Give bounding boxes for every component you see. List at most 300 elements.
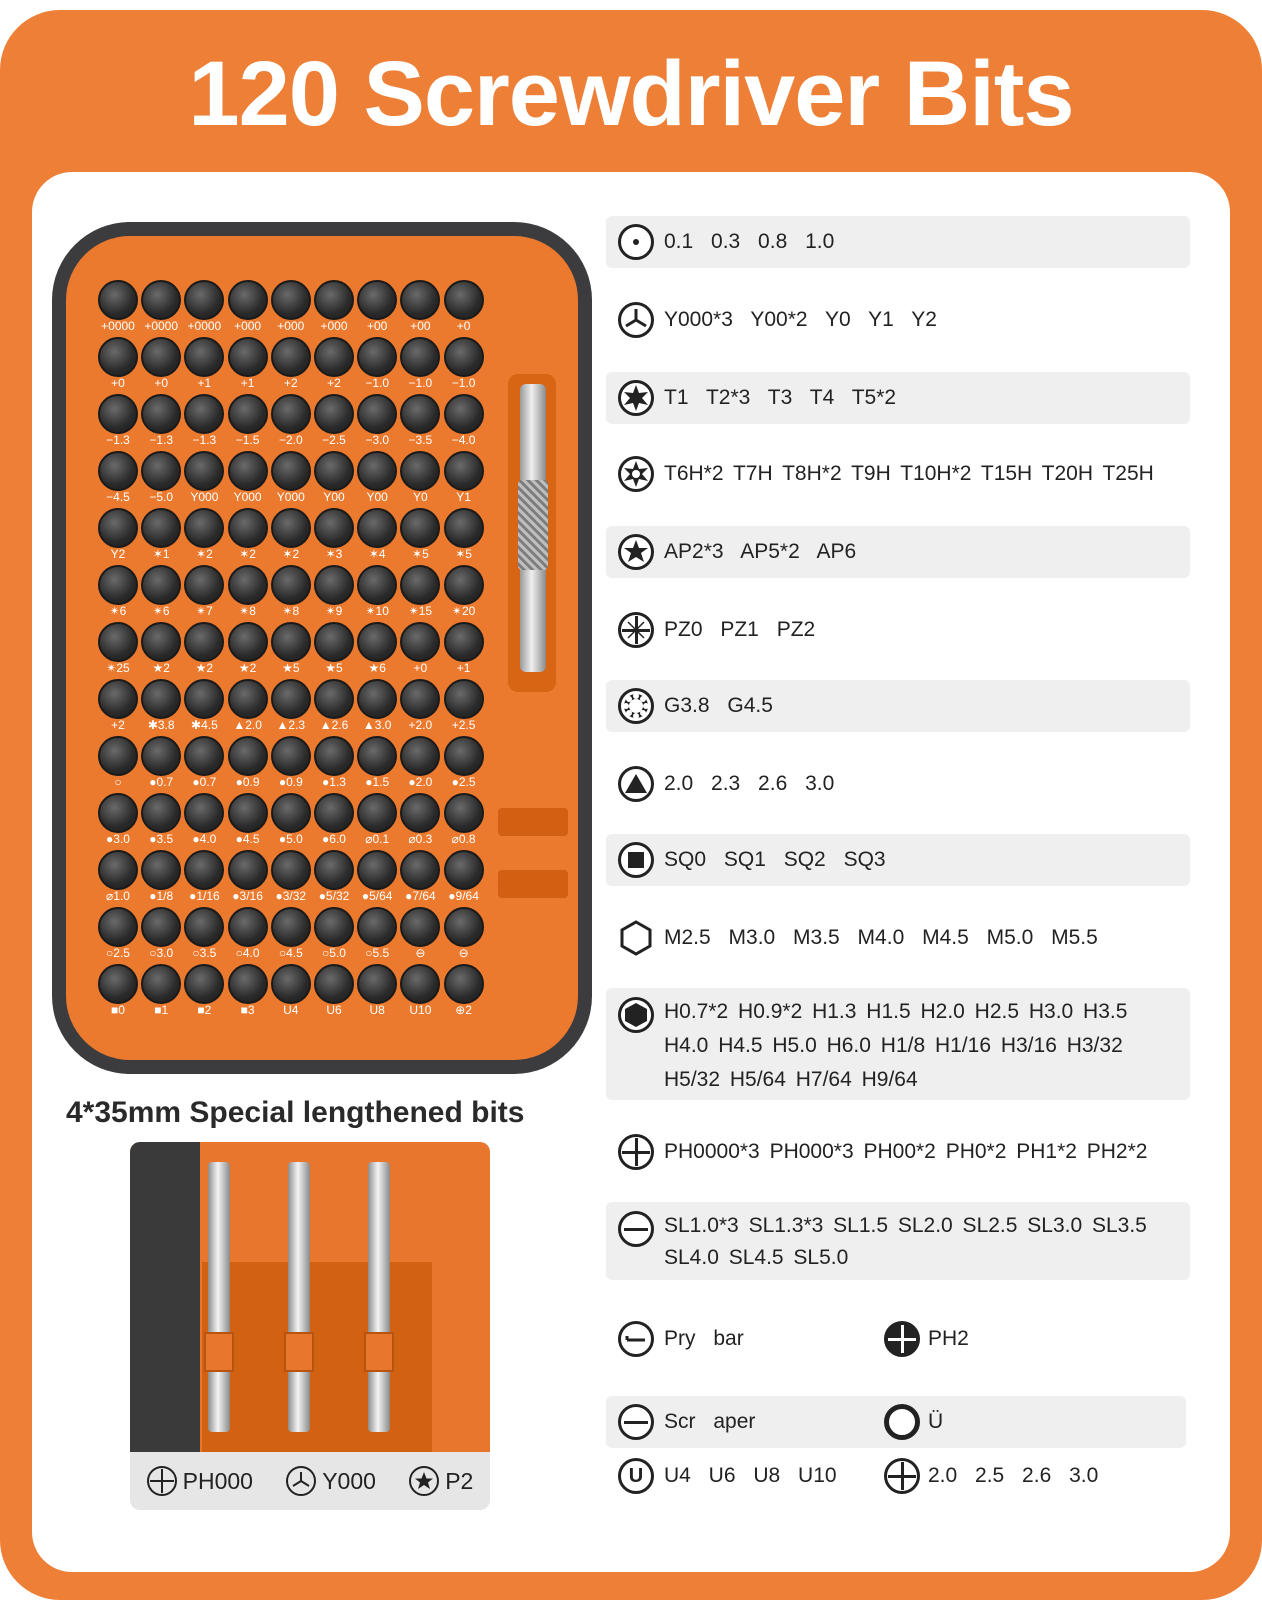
bit-label: −1.0 [365, 376, 390, 390]
bit-label: ▲2.0 [233, 718, 262, 732]
row-icon [618, 1404, 654, 1440]
bit [314, 337, 354, 377]
bit-type-row [606, 834, 1190, 886]
row-icon [618, 688, 654, 724]
pozidriv-icon [618, 612, 654, 648]
bit [400, 850, 440, 890]
row-icon [618, 766, 654, 802]
bit [314, 850, 354, 890]
bit [444, 451, 484, 491]
bit [184, 850, 224, 890]
bit-label: ○4.5 [278, 946, 303, 960]
bit-label: ✴8 [239, 604, 256, 618]
bit [98, 394, 138, 434]
bit-label: ▲3.0 [362, 718, 392, 732]
row-icon [884, 1404, 920, 1440]
bit [184, 280, 224, 320]
bit [141, 736, 181, 776]
bit-label: ✴9 [325, 604, 343, 618]
row-text: M2.5 M3.0 M3.5 M4.0 M4.5 M5.0 M5.5 [664, 926, 1098, 949]
bit [400, 793, 440, 833]
bit-label: ■2 [197, 1003, 212, 1017]
bit-label: +2.0 [408, 718, 433, 732]
row-icon [618, 612, 654, 648]
bit [271, 451, 311, 491]
bit [228, 451, 268, 491]
bit [228, 394, 268, 434]
triangle-icon [618, 766, 654, 802]
bit-label: −3.5 [408, 433, 433, 447]
bit-label: −4.5 [106, 490, 130, 504]
bit-label: ●3/16 [232, 889, 263, 903]
bit-label: ■0 [111, 1003, 125, 1017]
bit [271, 793, 311, 833]
bit-label: ●5.0 [278, 832, 303, 846]
bit [271, 394, 311, 434]
bit-label: ⌀0.3 [408, 832, 433, 846]
pry-bar-icon [618, 1321, 654, 1357]
bit [271, 736, 311, 776]
bit [141, 565, 181, 605]
bit [357, 679, 397, 719]
bit [444, 394, 484, 434]
bit-label: −1.3 [149, 433, 174, 447]
bit [98, 907, 138, 947]
row-text: Scr aper [664, 1410, 756, 1433]
bit [444, 736, 484, 776]
bit-label: ⌀1.0 [106, 889, 130, 903]
bit [184, 907, 224, 947]
bit-label: −4.0 [451, 433, 476, 447]
bit-type-row [606, 448, 1190, 500]
bit-label: ▲2.3 [276, 718, 306, 732]
bit-label: −2.5 [322, 433, 346, 447]
bit-label: ●0.7 [149, 775, 174, 789]
bit-label: ✴20 [451, 604, 476, 618]
bit-label: ✴25 [106, 661, 130, 675]
bit [314, 964, 354, 1004]
bit-label: Y1 [456, 490, 471, 504]
side-slot [498, 870, 568, 898]
bit-type-row [606, 526, 1190, 578]
bit-label: ○3.0 [149, 946, 174, 960]
bit-type-row [606, 1126, 1190, 1178]
row-icon [884, 1458, 920, 1494]
bit-label: Y00 [366, 490, 388, 504]
cross-icon [884, 1458, 920, 1494]
bit-label: ○5.0 [322, 946, 346, 960]
bit [357, 793, 397, 833]
bit-label: ★2 [238, 661, 257, 675]
bit-label: +000 [320, 319, 348, 333]
bit-label: ●0.9 [235, 775, 260, 789]
row-icon [618, 1321, 654, 1357]
bit-label: +2 [111, 718, 125, 732]
bit-label: ●4.0 [192, 832, 217, 846]
special-item [409, 1466, 473, 1496]
row-text: Y000*3 Y00*2 Y0 Y1 Y2 [664, 308, 937, 331]
bit-label: +2 [283, 376, 298, 390]
bit [271, 907, 311, 947]
bit-label: +0 [154, 376, 169, 390]
row-icon [618, 842, 654, 878]
bit-type-row [606, 216, 1190, 268]
bit-label: ✶5 [455, 547, 472, 561]
bit [141, 850, 181, 890]
bit-type-row [606, 1202, 1190, 1280]
bit [444, 793, 484, 833]
bit [228, 850, 268, 890]
bit-label: ✶5 [412, 547, 429, 561]
bit-grid [92, 280, 492, 1040]
bit-label: ⌀0.1 [365, 832, 390, 846]
bit [444, 850, 484, 890]
bit [357, 964, 397, 1004]
bit-label: ✴15 [408, 604, 433, 618]
bit-label: ⊕2 [455, 1003, 472, 1017]
bit [184, 964, 224, 1004]
bit-label: ●9/64 [448, 889, 479, 903]
row-text: SL4.0 SL4.5 SL5.0 [664, 1246, 849, 1269]
bit-label: +0000 [101, 319, 135, 333]
row-text: 0.1 0.3 0.8 1.0 [664, 230, 835, 253]
row-text: G3.8 G4.5 [664, 694, 773, 717]
special-item [286, 1466, 376, 1496]
bit-type-row [606, 988, 1190, 1100]
bit-label: ★5 [325, 661, 343, 675]
bit [98, 565, 138, 605]
bit-label: ●3.5 [149, 832, 174, 846]
bit [271, 622, 311, 662]
row-text: 2.0 2.3 2.6 3.0 [664, 772, 835, 795]
row-text: PH0000*3 PH000*3 PH00*2 PH0*2 PH1*2 PH2*2 [664, 1140, 1148, 1163]
bit [400, 280, 440, 320]
bit [271, 565, 311, 605]
bit [271, 337, 311, 377]
bit-label: ●3/32 [275, 889, 307, 903]
bit [444, 565, 484, 605]
bit-label: +0000 [144, 319, 179, 333]
bit [184, 622, 224, 662]
square-icon [618, 842, 654, 878]
bit-label: ⌀0.8 [451, 832, 476, 846]
bit [357, 565, 397, 605]
row-text: H5/32 H5/64 H7/64 H9/64 [664, 1068, 918, 1091]
dot-icon [618, 224, 654, 260]
bit [314, 451, 354, 491]
row-icon [618, 224, 654, 260]
phillips-icon [147, 1466, 177, 1496]
bit-label: +000 [234, 319, 262, 333]
bit-label: ●1/16 [189, 889, 220, 903]
bit [98, 280, 138, 320]
bit [141, 622, 181, 662]
hex-socket-icon [618, 920, 654, 956]
extension-rod-grip [518, 480, 548, 570]
torx-icon [618, 380, 654, 416]
bit-label: +2.5 [451, 718, 476, 732]
bit [184, 793, 224, 833]
bit-label: +1 [197, 376, 212, 390]
bit-type-row [606, 680, 1190, 732]
special-item [147, 1466, 253, 1496]
bit [184, 679, 224, 719]
bit-label: ●1.3 [322, 775, 346, 789]
bit-label: −1.0 [408, 376, 433, 390]
bit [357, 736, 397, 776]
bit-type-row [606, 912, 1190, 964]
bit [400, 394, 440, 434]
bit-label: ○5.5 [365, 946, 390, 960]
bit [184, 508, 224, 548]
bit-label: U4 [283, 1003, 299, 1017]
bit-label: ○4.0 [235, 946, 260, 960]
bit [271, 679, 311, 719]
bit [314, 280, 354, 320]
scraper-icon [618, 1404, 654, 1440]
bit-label: ○ [114, 775, 122, 789]
bit [400, 337, 440, 377]
bit-label: ✴6 [152, 604, 170, 618]
bit [228, 679, 268, 719]
bit-label: Y2 [110, 547, 126, 561]
bit-type-row [606, 604, 1190, 656]
row-icon [618, 380, 654, 416]
bit [98, 622, 138, 662]
bit [184, 451, 224, 491]
bit [228, 565, 268, 605]
bit-label: +2 [327, 376, 341, 390]
row-icon [618, 1458, 654, 1494]
bit-label: −2.0 [278, 433, 303, 447]
bit [98, 679, 138, 719]
bit [357, 907, 397, 947]
bit [314, 622, 354, 662]
bit [141, 907, 181, 947]
bit [141, 964, 181, 1004]
bit-pair-row [606, 1452, 1190, 1500]
bit [228, 622, 268, 662]
bit [141, 280, 181, 320]
bit-label: −1.5 [235, 433, 260, 447]
bit [357, 622, 397, 662]
bit [400, 679, 440, 719]
bit-label: ★2 [195, 661, 214, 675]
bit [400, 451, 440, 491]
bit-label: ■1 [154, 1003, 169, 1017]
bit [184, 337, 224, 377]
bit [184, 565, 224, 605]
bit [98, 451, 138, 491]
bit-label: ★6 [368, 661, 386, 675]
bit [228, 736, 268, 776]
page-title: 120 Screwdriver Bits [188, 43, 1074, 145]
bit [400, 508, 440, 548]
row-text: U4 U6 U8 U10 [664, 1464, 837, 1487]
bit [141, 508, 181, 548]
bit [98, 964, 138, 1004]
bit-label: −1.0 [451, 376, 476, 390]
bit-label: ✱4.5 [191, 718, 218, 732]
bit-label: ●0.7 [192, 775, 217, 789]
bit-label: ✶2 [239, 547, 256, 561]
special-bits-title: 4*35mm Special lengthened bits [66, 1096, 525, 1129]
bit [141, 337, 181, 377]
bit [228, 907, 268, 947]
bit-label: ✶2 [196, 547, 213, 561]
bit [98, 736, 138, 776]
bit-label: ✱3.8 [147, 718, 175, 732]
bit-label: ●6.0 [322, 832, 346, 846]
row-text: T1 T2*3 T3 T4 T5*2 [664, 386, 897, 409]
bit [228, 964, 268, 1004]
bit [400, 565, 440, 605]
bit-label: −1.3 [192, 433, 217, 447]
bit-label: ○2.5 [106, 946, 130, 960]
row-icon [618, 1134, 654, 1170]
side-slot [498, 808, 568, 836]
bit-label: ▲2.6 [319, 718, 349, 732]
bit [271, 280, 311, 320]
special-label: Y000 [322, 1467, 376, 1494]
row-text: SQ0 SQ1 SQ2 SQ3 [664, 848, 886, 871]
bit [357, 337, 397, 377]
bit-label: +00 [410, 319, 431, 333]
bit-label: U8 [369, 1003, 385, 1017]
bit [271, 508, 311, 548]
bit [184, 736, 224, 776]
row-icon [618, 1211, 654, 1247]
bit-label: +0 [111, 376, 125, 390]
bit [400, 622, 440, 662]
bit [141, 394, 181, 434]
bit [141, 451, 181, 491]
bit [444, 280, 484, 320]
bit-label: Y000 [190, 490, 219, 504]
bit [314, 679, 354, 719]
bit-label: +1 [240, 376, 255, 390]
special-bits-photo [130, 1142, 490, 1452]
special-label: PH000 [182, 1467, 253, 1494]
row-icon [618, 456, 654, 492]
bit [98, 793, 138, 833]
bit [314, 736, 354, 776]
bit-label: ●7/64 [405, 889, 436, 903]
bit-label: ✴10 [365, 604, 389, 618]
pentalobe-star-icon [618, 534, 654, 570]
bit-label: ●4.5 [235, 832, 260, 846]
bit-label: ●5/32 [318, 889, 350, 903]
bit-label: ✶3 [325, 547, 343, 561]
bit-label: +00 [367, 319, 388, 333]
bit-label: ●2.0 [408, 775, 433, 789]
row-icon [618, 302, 654, 338]
bit-label: −5.0 [149, 490, 174, 504]
bit [314, 793, 354, 833]
phillips-filled-icon [884, 1321, 920, 1357]
bit [400, 736, 440, 776]
bit-label: −3.0 [365, 433, 390, 447]
bit-label: ●3.0 [106, 832, 130, 846]
bit [400, 964, 440, 1004]
bit-label: −1.3 [106, 433, 130, 447]
bit [314, 508, 354, 548]
bit-label: ●1.5 [365, 775, 390, 789]
bit-label: ✴6 [109, 604, 127, 618]
bit-label: ⊖ [458, 946, 469, 960]
row-text: T6H*2 T7H T8H*2 T9H T10H*2 T15H T20H T25H [664, 462, 1154, 485]
bit-label: Y0 [413, 490, 428, 504]
bit [314, 565, 354, 605]
row-text: SL1.0*3 SL1.3*3 SL1.5 SL2.0 SL2.5 SL3.0 SL3.5 [664, 1214, 1147, 1237]
row-text: PZ0 PZ1 PZ2 [664, 618, 816, 641]
bit [444, 964, 484, 1004]
bit [400, 907, 440, 947]
bit [141, 793, 181, 833]
bit-label: Y000 [276, 490, 305, 504]
torx-hole-icon [618, 456, 654, 492]
bit [444, 622, 484, 662]
row-text: H0.7*2 H0.9*2 H1.3 H1.5 H2.0 H2.5 H3.0 H3.5 [664, 1000, 1128, 1023]
row-text: Pry bar [664, 1327, 744, 1350]
bit-label: Y000 [233, 490, 262, 504]
bit-label: ■3 [240, 1003, 255, 1017]
bit [357, 508, 397, 548]
bit [314, 394, 354, 434]
slotted-icon [618, 1211, 654, 1247]
bit-type-row [606, 758, 1190, 810]
bit [314, 907, 354, 947]
row-icon [618, 920, 654, 956]
bit-pair-row [606, 1396, 1186, 1448]
tri-wing-icon [618, 302, 654, 338]
bit-label: ★5 [282, 661, 300, 675]
bit [444, 337, 484, 377]
bit-label: ★2 [152, 661, 170, 675]
bit-label: +1 [456, 661, 471, 675]
bit [184, 394, 224, 434]
bit [141, 679, 181, 719]
bit-pair-row [606, 1314, 1190, 1364]
tri-wing-icon [286, 1466, 316, 1496]
bit [357, 451, 397, 491]
bit-label: ✶4 [368, 547, 386, 561]
row-text: Ü [928, 1410, 944, 1433]
bit [357, 850, 397, 890]
bit-label: Y00 [323, 490, 345, 504]
bit [357, 394, 397, 434]
row-icon [618, 534, 654, 570]
bit-label: U10 [409, 1003, 432, 1017]
row-text: PH2 [928, 1327, 969, 1350]
bit-label: ✶2 [282, 547, 300, 561]
bit-label: +0 [456, 319, 471, 333]
row-text: H4.0 H4.5 H5.0 H6.0 H1/8 H1/16 H3/16 H3/32 [664, 1034, 1123, 1057]
bit [444, 679, 484, 719]
bit [228, 793, 268, 833]
bit [228, 280, 268, 320]
bit-label: ●1/8 [149, 889, 174, 903]
star-icon [409, 1466, 439, 1496]
bit [98, 850, 138, 890]
bit [444, 907, 484, 947]
bit [444, 508, 484, 548]
bit-label: ✶1 [152, 547, 170, 561]
special-bits-legend [130, 1452, 490, 1510]
bit-label: ✴7 [196, 604, 213, 618]
bit [228, 337, 268, 377]
bit-type-row [606, 294, 1190, 346]
